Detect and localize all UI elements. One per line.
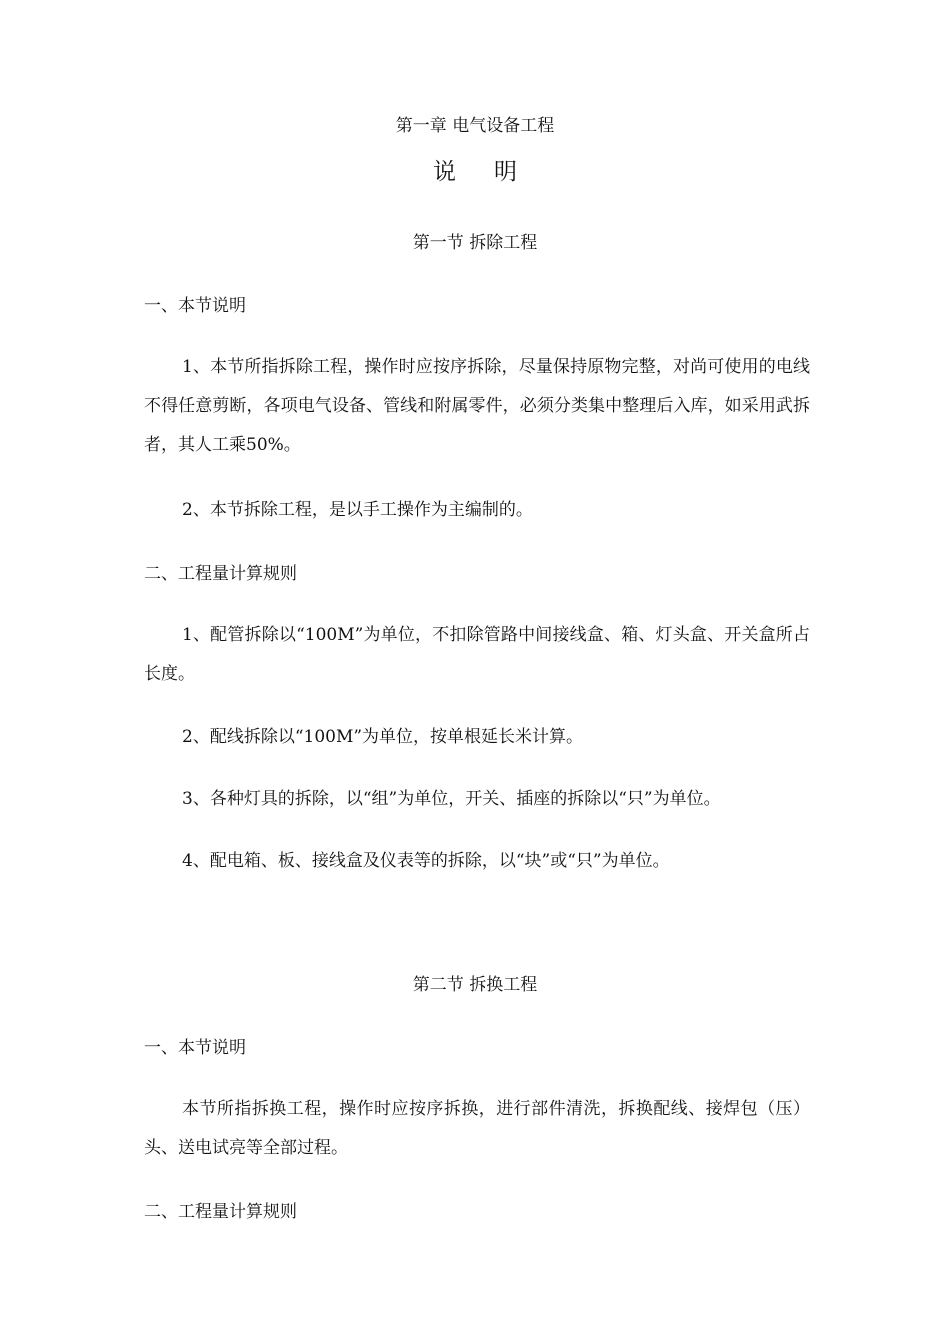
document-title: 说明 <box>433 159 555 185</box>
section-2-paragraph-1: 本节所指拆换工程，操作时应按序拆换，进行部件清洗，拆换配线、接焊包（压）头、送电试亮等全部过程。 <box>144 1099 810 1158</box>
section-1-heading-description: 一、本节说明 <box>144 296 246 316</box>
chapter-title: 第一章 电气设备工程 <box>395 116 555 136</box>
section-1-rule-1: 1、配管拆除以“100M”为单位，不扣除管路中间接线盒、箱、灯头盒、开关盒所占长度。 <box>144 625 810 684</box>
section-2-title: 第二节 拆换工程 <box>412 975 538 995</box>
section-1-rule-3: 3、各种灯具的拆除，以“组”为单位，开关、插座的拆除以“只”为单位。 <box>182 789 721 809</box>
section-1-paragraph-2: 2、本节拆除工程，是以手工操作为主编制的。 <box>182 500 533 520</box>
section-1-title: 第一节 拆除工程 <box>412 233 538 253</box>
section-2-heading-rules: 二、工程量计算规则 <box>144 1202 297 1222</box>
section-1-rule-2: 2、配线拆除以“100M”为单位，按单根延长米计算。 <box>182 727 584 747</box>
section-1-rule-4: 4、配电箱、板、接线盒及仪表等的拆除，以“块”或“只”为单位。 <box>182 851 670 871</box>
section-1-paragraph-1: 1、本节所指拆除工程，操作时应按序拆除，尽量保持原物完整，对尚可使用的电线不得任意剪断，各项电气设备、管线和附属零件，必须分类集中整理后入库，如采用武拆者，其人工乘50%。 <box>144 357 810 455</box>
section-1-heading-rules: 二、工程量计算规则 <box>144 564 297 584</box>
section-2-heading-description: 一、本节说明 <box>144 1038 246 1058</box>
